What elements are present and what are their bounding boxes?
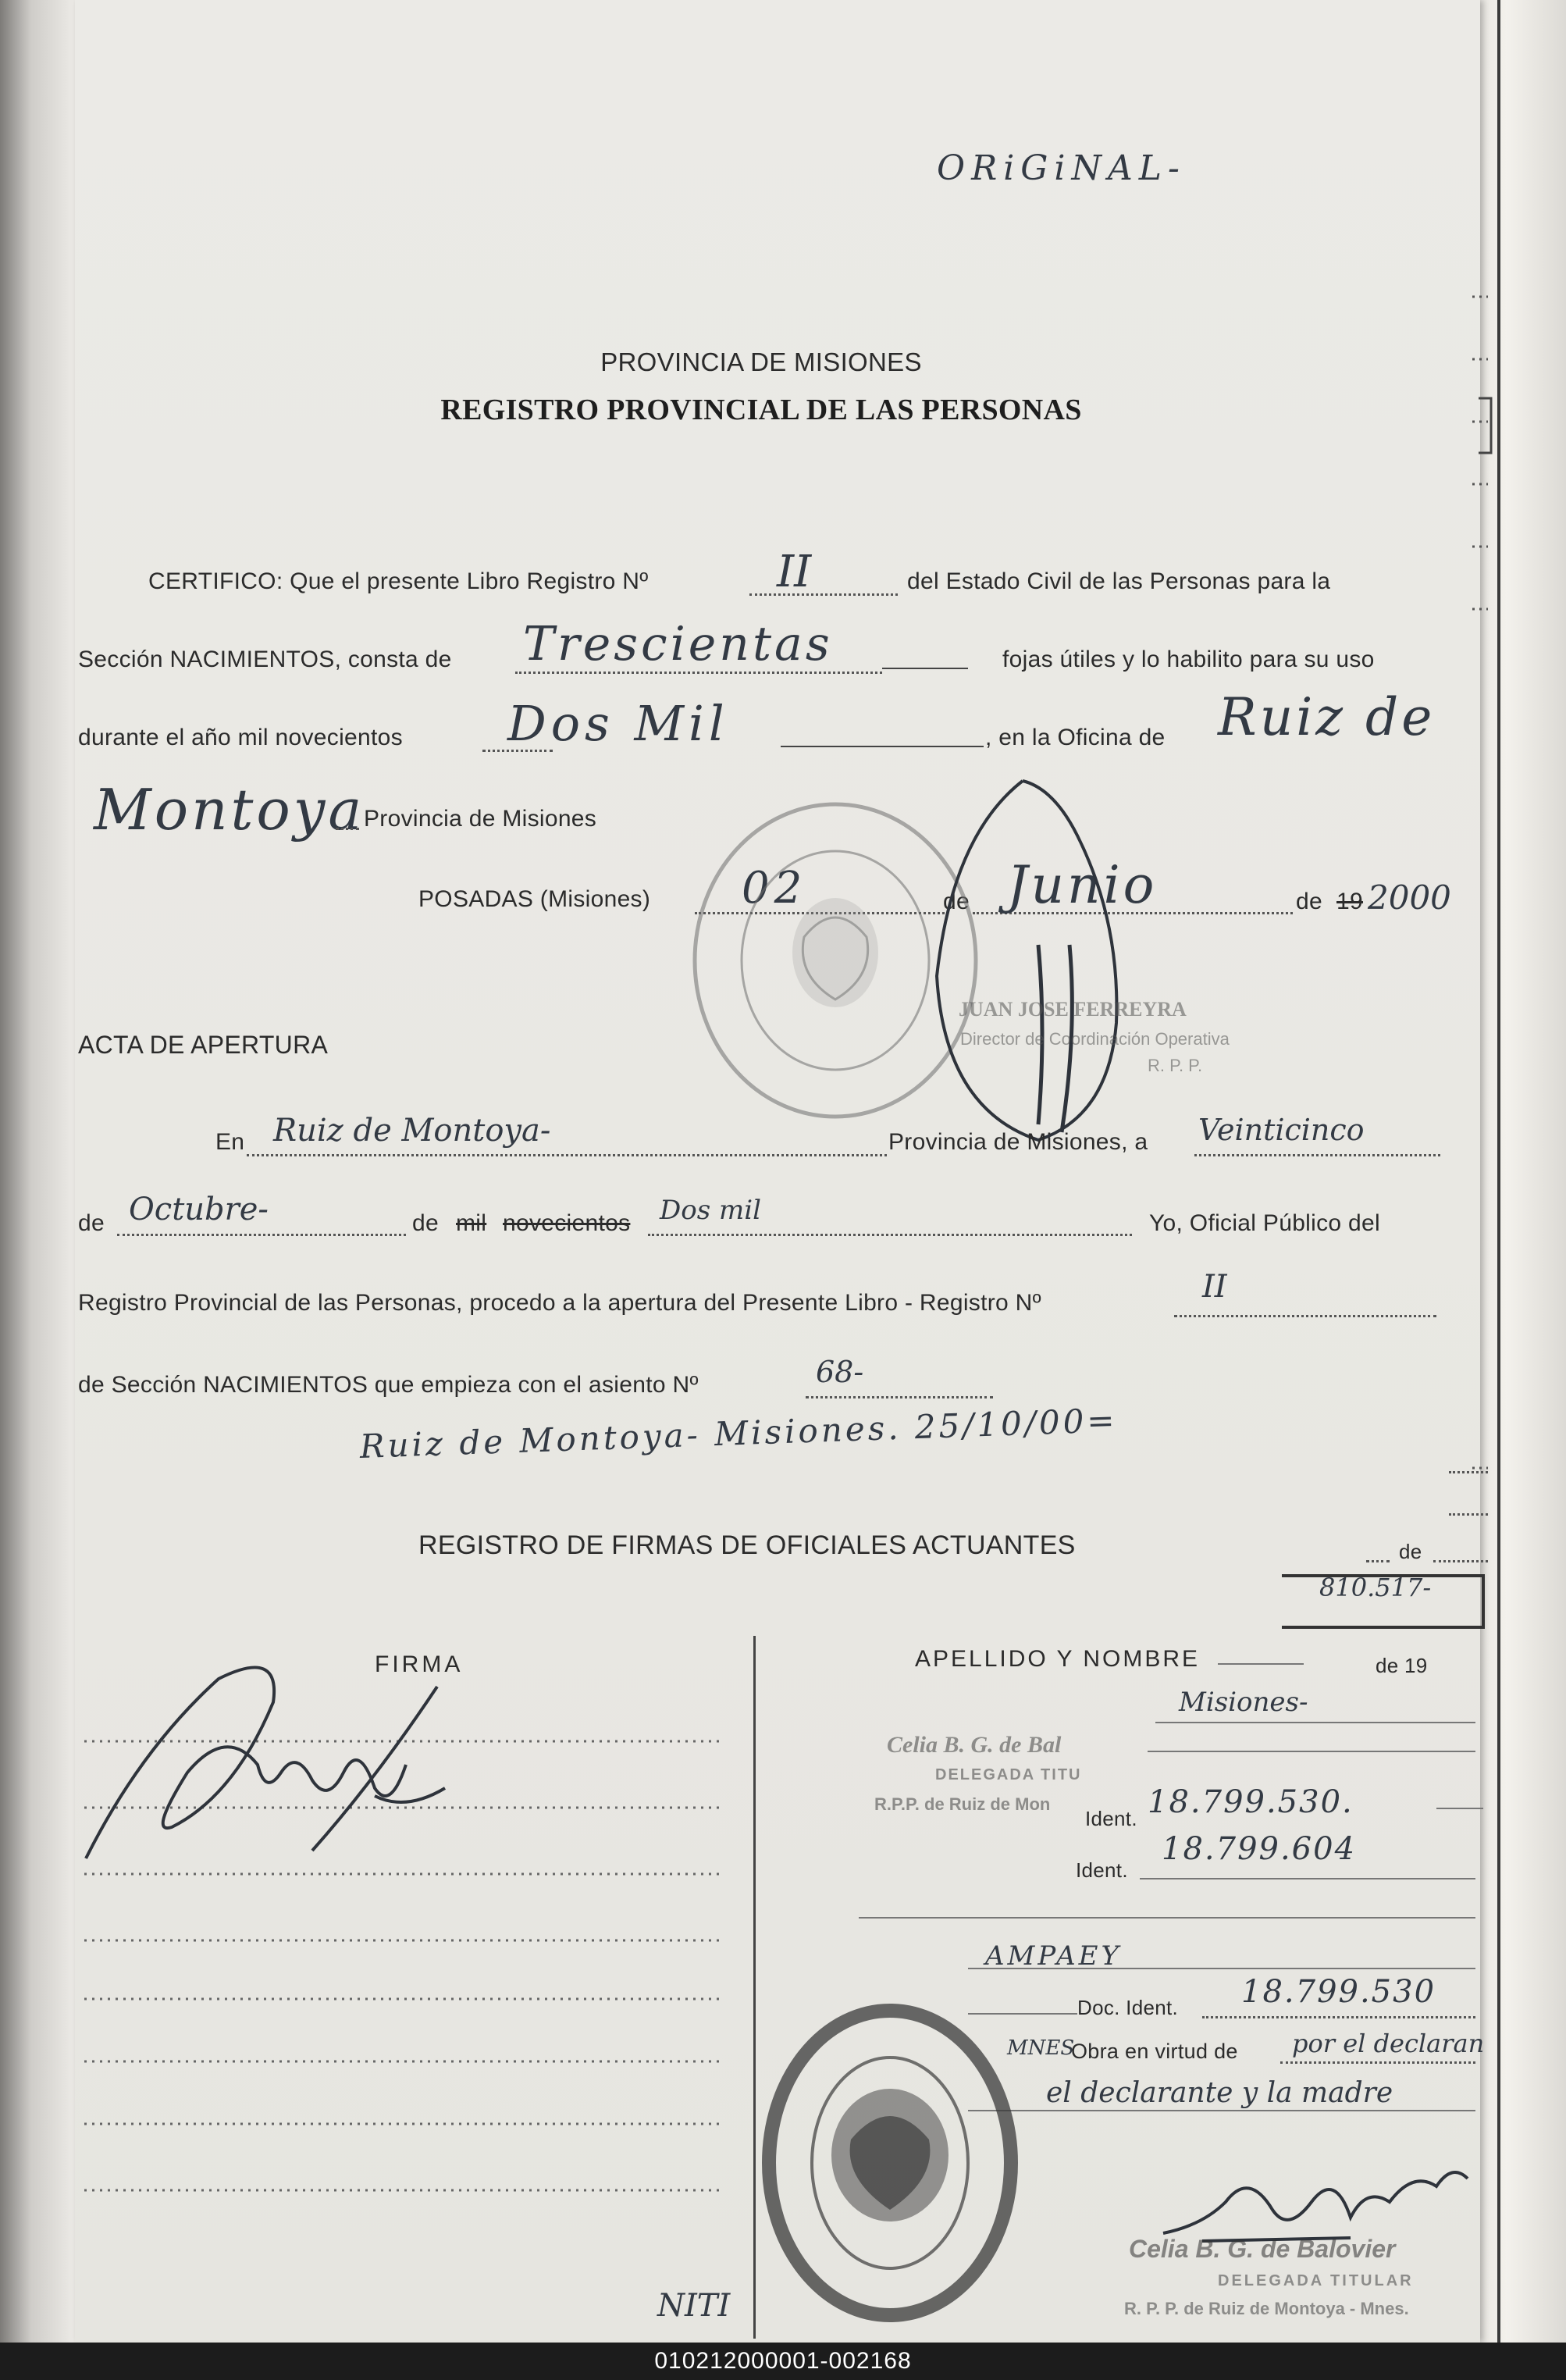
certificate-line3-label: durante el año mil novecientos <box>78 725 403 750</box>
obra-label: Obra en virtud de <box>1071 2040 1238 2063</box>
delegate-stamp-role: DELEGADA TITU <box>935 1766 1082 1783</box>
opening-footnote: Ruiz de Montoya- Misiones. 25/10/00= <box>359 1401 1119 1466</box>
opening-month-dots <box>117 1234 406 1236</box>
right-de-dots-2 <box>1433 1560 1488 1562</box>
ident-line-2 <box>1140 1878 1475 1879</box>
year-value: 2000 <box>1368 878 1451 917</box>
pages-fill-line <box>882 668 968 669</box>
right-line-3 <box>859 1917 1475 1919</box>
official-stamp-org: R. P. P. <box>1148 1056 1203 1075</box>
opening-place-dots <box>247 1154 887 1156</box>
pages-dots <box>515 672 882 674</box>
official-signature-scrawl <box>78 1655 484 1882</box>
opening-en-label: En <box>215 1129 245 1155</box>
opening-line4-label: de Sección NACIMIENTOS que empieza con el asiento Nº <box>78 1372 699 1398</box>
ident-label-1: Ident. <box>1085 1807 1137 1830</box>
opening-day-dots <box>1194 1154 1440 1156</box>
certificate-line1-label: CERTIFICO: Que el presente Libro Registro Nº <box>148 568 649 594</box>
doc-ident-value: 18.799.530 <box>1241 1974 1436 2010</box>
scan-document-code: 010212000001-002168 <box>654 2348 912 2374</box>
right-line-1 <box>1155 1722 1475 1723</box>
pages-written-value: Trescientas <box>523 617 833 672</box>
certificate-line2-label: Sección NACIMIENTOS, consta de <box>78 647 452 672</box>
month-value: Junio <box>1007 855 1158 915</box>
place-date-label: POSADAS (Misiones) <box>418 886 651 912</box>
opening-act-title: ACTA DE APERTURA <box>78 1031 329 1059</box>
signature-column-header: FIRMA <box>375 1651 464 1677</box>
delegate-stamp-office: R.P.P. de Ruiz de Mon <box>874 1794 1051 1814</box>
ident-value-1: 18.799.530. <box>1148 1784 1354 1820</box>
surname-line <box>968 1968 1475 1969</box>
office-value-part2: Montoya <box>94 777 365 843</box>
mnes-note: MNES <box>1007 2036 1075 2060</box>
official-stamp-title: Director de Coordinación Operativa <box>960 1029 1230 1049</box>
office-dots <box>336 828 359 830</box>
delegate-stamp-2-office: R. P. P. de Ruiz de Montoya - Mnes. <box>1124 2299 1409 2318</box>
ident-label-2: Ident. <box>1076 1858 1128 1882</box>
delegate-stamp-2-role: DELEGADA TITULAR <box>1218 2272 1414 2289</box>
doc-ident-dots <box>1202 2016 1475 2018</box>
opening-book-dots <box>1174 1315 1436 1317</box>
opening-day-value: Veinticinco <box>1198 1113 1365 1147</box>
de-label-1: de <box>943 889 970 914</box>
day-value: 02 <box>742 863 807 914</box>
opening-official-label: Yo, Oficial Público del <box>1149 1210 1380 1236</box>
province-heading: PROVINCIA DE MISIONES <box>600 347 922 376</box>
director-signature-loop <box>921 773 1140 1148</box>
official-stamp-name: JUAN JOSE FERREYRA <box>959 998 1187 1021</box>
year-prefix-struck: 19 <box>1336 889 1363 914</box>
opening-book-number: II <box>1202 1269 1227 1305</box>
obra-continuation: el declarante y la madre <box>1046 2077 1393 2109</box>
registry-title: REGISTRO PROVINCIAL DE LAS PERSONAS <box>440 394 1082 426</box>
original-annotation: ORiGiNAL- <box>937 148 1186 188</box>
opening-novecientos-struck: novecientos <box>503 1210 631 1236</box>
delegate-stamp-name: Celia B. G. de Bal <box>887 1732 1062 1758</box>
right-dots-b <box>1449 1513 1488 1516</box>
opening-year-value: Dos mil <box>660 1195 761 1226</box>
obra-dots <box>1280 2061 1475 2064</box>
de-label-2: de <box>1296 889 1322 914</box>
bottom-scrawl: NITI <box>657 2288 731 2324</box>
right-dots-a <box>1449 1471 1488 1473</box>
name-header-line <box>1218 1663 1304 1665</box>
right-note-number: 810.517- <box>1319 1573 1432 1602</box>
ident-line-1 <box>1436 1808 1483 1809</box>
surname-value: AMPAEY <box>985 1940 1122 1972</box>
certificate-line4-label: Provincia de Misiones <box>364 806 597 832</box>
opening-entry-dots <box>806 1396 993 1398</box>
municipal-round-stamp <box>749 1983 1030 2327</box>
opening-line3-label: Registro Provincial de las Personas, procedo a la apertura del Presente Libro - Registro Nº <box>78 1290 1041 1316</box>
opening-de-mil-label: de <box>412 1210 439 1236</box>
signatures-title: REGISTRO DE FIRMAS DE OFICIALES ACTUANTES <box>418 1530 1076 1560</box>
book-number-value: II <box>777 547 812 597</box>
opening-de-label: de <box>78 1210 105 1236</box>
right-de-label: de <box>1399 1540 1422 1563</box>
certificate-line2-tail: fojas útiles y lo habilito para su uso <box>1002 647 1375 672</box>
opening-year-dots <box>648 1234 1132 1236</box>
office-value-part1: Ruiz de <box>1218 687 1436 747</box>
opening-place-value: Ruiz de Montoya- <box>273 1113 551 1149</box>
book-number-dots <box>749 593 898 596</box>
ident-value-2: 18.799.604 <box>1162 1831 1357 1867</box>
delegate-stamp-2-name: Celia B. G. de Balovier <box>1129 2235 1396 2263</box>
right-de19-label: de 19 <box>1376 1654 1428 1677</box>
right-line-2 <box>1148 1751 1475 1752</box>
doc-ident-label: Doc. Ident. <box>1077 1996 1179 2019</box>
obra-line-2 <box>968 2110 1475 2111</box>
opening-mil-struck: mil <box>456 1210 487 1236</box>
obra-value: por el declaran <box>1292 2029 1485 2058</box>
certificate-line3-tail: , en la Oficina de <box>985 725 1166 750</box>
name-column-header: APELLIDO Y NOMBRE <box>915 1646 1201 1672</box>
right-note-misiones: Misiones- <box>1179 1687 1308 1718</box>
year-fill-line <box>781 746 984 747</box>
opening-month-value: Octubre- <box>129 1192 269 1227</box>
opening-entry-number: 68- <box>816 1355 864 1389</box>
right-de-dots <box>1366 1560 1390 1562</box>
certificate-line1-tail: del Estado Civil de las Personas para la <box>907 568 1331 594</box>
year-written-value: Dos Mil <box>507 695 729 752</box>
opening-province-label: Provincia de Misiones, a <box>888 1129 1148 1155</box>
